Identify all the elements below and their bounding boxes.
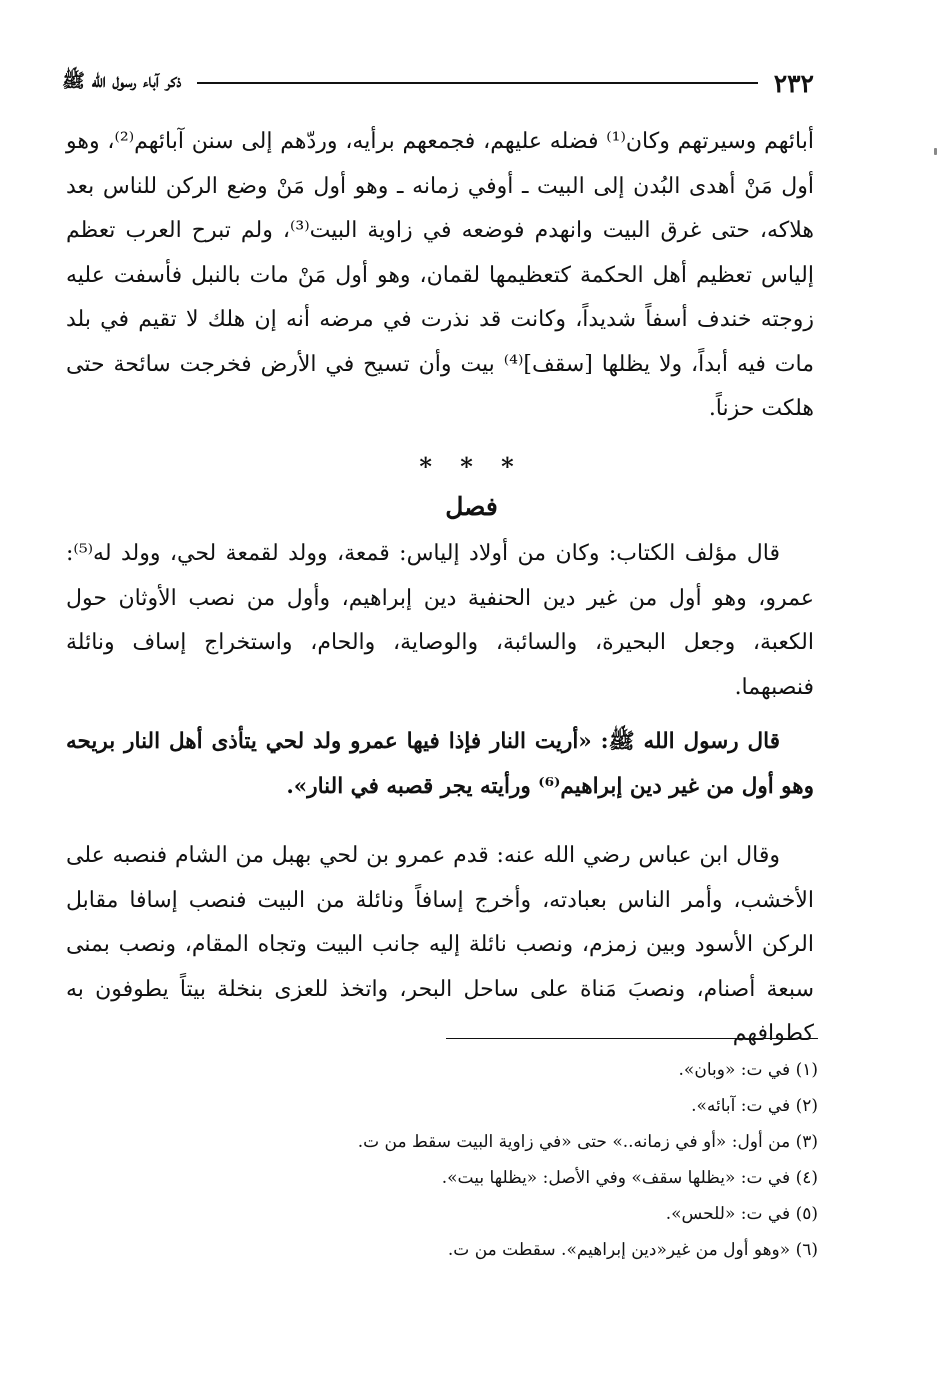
footnote-3: (٣) من أول: «أو في زمانه..» حتى «في زاوية البيت سقط من ت. [357,1132,818,1152]
section-title: فصل [445,492,498,521]
page-number: ٢٣٢ [773,68,814,98]
paragraph-2: قال مؤلف الكتاب: وكان من أولاد إلياس: قمعة، وولد لقمعة لحي، وولد له⁽⁵⁾: عمرو، وهو أول من غير دين الحنفية دين إبراهيم، وأول من نصب الأوثان حول الكعبة، وجعل البحيرة، والسائبة، والوصاية، والحام، واستخراج إساف ونائلة فنصبهما. [66,541,814,700]
scan-speck [934,148,937,155]
footnote-1: (١) في ت: «وبان». [678,1060,818,1080]
paragraph-1: أبائهم وسيرتهم وكان⁽¹⁾ فضله عليهم، فجمعهم برأيه، وردّهم إلى سنن آبائهم⁽²⁾، وهو أول مَنْ أهدى البُدن إلى البيت ـ أوفي زمانه ـ وهو أول مَنْ وضع الركن للناس بعد هلاكه، حتى غرق البيت وانهدم فوضعه في زاوية البيت⁽³⁾، ولم تبرح العرب تعظم إلياس تعظيم أهل الحكمة كتعظيمها لقمان، وهو أول مَنْ مات بالنبل فأسفت عليه زوجته خندف أسفاً شديداً، وكانت قد نذرت في مرضه أنه إن هلك لا تقيم في بلد مات فيه أبداً، ولا يظلها [سقف]⁽⁴⁾ بيت وأن تسيح في الأرض فخرجت سائحة حتى هلكت حزناً. [66,129,814,421]
footnote-5: (٥) في ت: «للحس». [665,1204,818,1224]
section-divider: * * * [419,452,524,481]
footnote-6: (٦) «وهو أول من غير«دين إبراهيم». سقطت من ت. [447,1240,818,1260]
page-header [62,66,814,100]
running-title: ذكر آباء رسول الله ﷺ [62,70,182,92]
paragraph-3-hadith: قال رسول الله ﷺ: «أريت النار فإذا فيها عمرو ولد لحي يتأذى أهل النار بريحه وهو أول من غير دين إبراهيم⁽⁶⁾ ورأيته يجر قصبه في النار». [66,729,814,799]
paragraph-4: وقال ابن عباس رضي الله عنه: قدم عمرو بن لحي بهبل من الشام فنصبه على الأخشب، وأمر الناس بعبادته، وأخرج إسافاً ونائلة من البيت فنصب إسافا مقابل الركن الأسود وبين زمزم، ونصب نائلة إليه جانب البيت وتجاه المقام، ونصب بمنى سبعة أصنام، ونصبَ مَناة على ساحل البحر، واتخذ للعزى بنخلة بيتاً يطوفون به كطوافهم [66,843,814,1046]
footnote-4: (٤) في ت: «يظلها سقف» وفي الأصل: «يظلها بيت». [441,1168,818,1188]
header-rule [197,82,757,84]
footnotes-list [66,1052,818,1268]
footnote-rule [446,1038,818,1039]
footnote-2: (٢) في ت: آبائه». [691,1096,818,1116]
